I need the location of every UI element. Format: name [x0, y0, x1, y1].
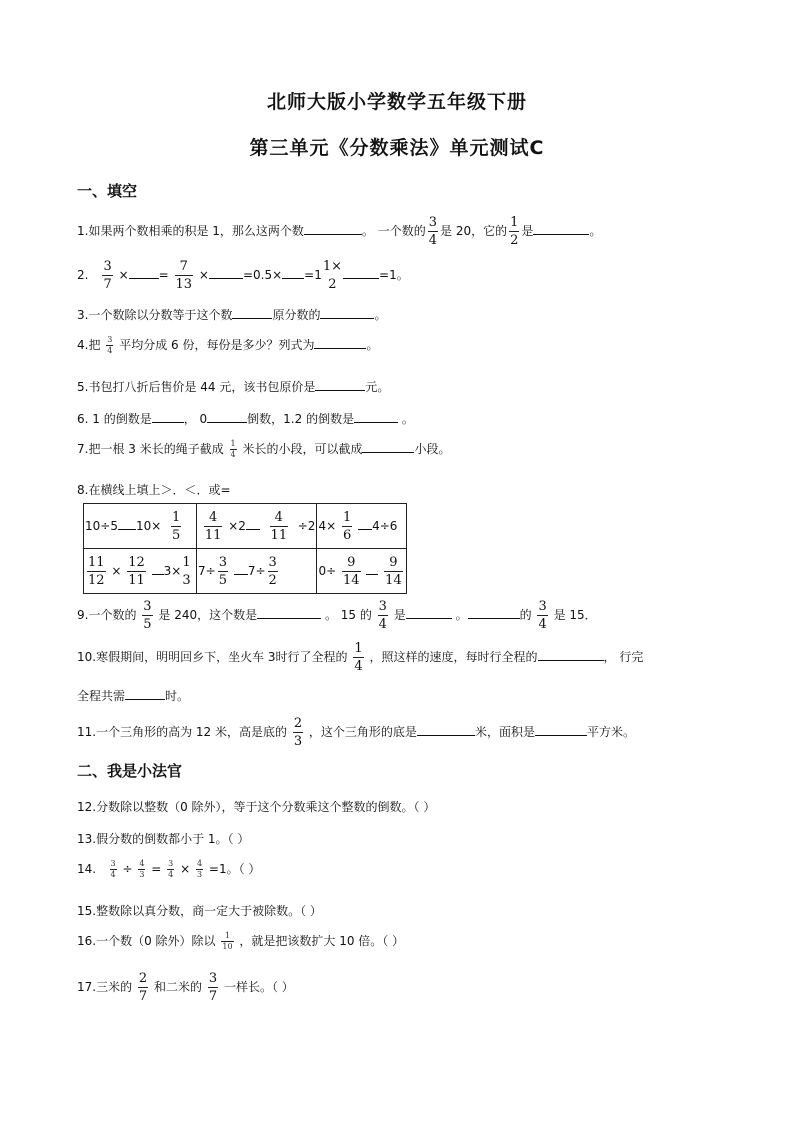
- question-5: 5.书包打八折后售价是 44 元，该书包原价是 元。: [77, 380, 390, 394]
- question-10: 10.寒假期间，明明回乡下，坐火车 3时行了全程的 $\frac{1}{4}$ ，照这样的速度，每时行全程的 ， 行完: [77, 641, 644, 674]
- answer-blank[interactable]: [232, 306, 272, 319]
- fraction: $\frac{1}{6}$: [342, 509, 352, 543]
- fraction: $\frac{9}{14}$: [342, 554, 360, 588]
- question-7: 7.把一根 3 米长的绳子截成 $\frac{1}{4}$ 米长的小段，可以截成 小段。: [77, 439, 451, 459]
- answer-blank[interactable]: [354, 410, 398, 423]
- answer-blank[interactable]: [362, 440, 414, 453]
- question-11: 11.一个三角形的高为 12 米，高是底的 $\frac{2}{3}$ ，这个三角形的底是 米，面积是 平方米。: [77, 716, 635, 749]
- table-cell: 4× $\frac{1}{6}$ 4÷6: [317, 504, 406, 549]
- fraction: $\frac{4}{11}$: [270, 509, 288, 543]
- answer-blank[interactable]: [209, 266, 243, 279]
- fraction: $\frac{3}{4}$: [428, 215, 438, 248]
- fraction: $\frac{3}{4}$: [110, 859, 116, 879]
- fraction: $\frac{2}{7}$: [138, 971, 148, 1004]
- fraction: $\frac{12}{11}$: [128, 554, 145, 588]
- table-cell: $\frac{11}{12}$ × $\frac{12}{11}$ 3× $\frac{1}{3}$: [84, 549, 197, 594]
- fraction: $\frac{1}{4}$: [230, 439, 236, 459]
- question-17: 17.三米的 $\frac{2}{7}$ 和二米的 $\frac{3}{7}$ 一样长。（ ）: [77, 971, 294, 1004]
- page-title: 北师大版小学数学五年级下册: [266, 91, 527, 113]
- fraction: $\frac{4}{11}$: [204, 509, 222, 543]
- answer-blank[interactable]: [343, 266, 379, 279]
- question-9: 9.一个数的 $\frac{3}{5}$ 是 240，这个数是 。 15 的 $\frac{3}{4}$ 是 。 的 $\frac{3}{4}$ 是 15．: [77, 599, 597, 632]
- fraction: $\frac{4}{3}$: [139, 859, 145, 879]
- fraction: $\frac{3}{4}$: [538, 599, 547, 632]
- answer-blank[interactable]: [366, 562, 378, 575]
- fraction: $\frac{1\times}{2}$: [322, 259, 343, 292]
- fraction: $\frac{3}{4}$: [378, 599, 387, 632]
- fraction: $\frac{11}{12}$: [88, 554, 105, 588]
- answer-blank[interactable]: [533, 222, 589, 235]
- fraction: $\frac{7}{13}$: [175, 259, 193, 292]
- answer-blank[interactable]: [118, 517, 136, 530]
- answer-blank[interactable]: [282, 266, 304, 279]
- question-14: 14. $\frac{3}{4}$ ÷ $\frac{4}{3}$ = $\frac{3}{4}$ × $\frac{4}{3}$ =1。（ ）: [77, 859, 261, 879]
- fraction: $\frac{3}{4}$: [168, 859, 174, 879]
- question-1: 1.如果两个数相乘的积是 1，那么这两个数 。 一个数的 $\frac{3}{4}$ 是 20，它的 $\frac{1}{2}$ 是 。: [77, 215, 602, 248]
- answer-blank[interactable]: [152, 562, 164, 575]
- answer-blank[interactable]: [406, 606, 452, 619]
- fraction: $\frac{1}{5}$: [171, 509, 181, 543]
- fraction: $\frac{3}{4}$: [107, 335, 113, 355]
- page-subtitle: 第三单元《分数乘法》单元测试C: [249, 137, 545, 159]
- fraction: $\frac{3}{7}$: [103, 259, 112, 292]
- question-16: 16.一个数（0 除外）除以 $\frac{1}{10}$ ，就是把该数扩大 10 倍。（ ）: [77, 931, 405, 951]
- answer-blank[interactable]: [538, 648, 604, 661]
- answer-blank[interactable]: [207, 410, 247, 423]
- question-4: 4.把 $\frac{3}{4}$ 平均分成 6 份，每份是多少？列式为 。: [77, 335, 379, 355]
- fraction: $\frac{4}{3}$: [196, 859, 203, 879]
- answer-blank[interactable]: [125, 687, 165, 700]
- table-cell: $\frac{4}{11}$ ×2 $\frac{4}{11}$ ÷2: [197, 504, 317, 549]
- answer-blank[interactable]: [304, 222, 362, 235]
- answer-blank[interactable]: [358, 517, 372, 530]
- section-heading-fill: 一、填空: [77, 182, 138, 200]
- table-cell: 0÷ $\frac{9}{14}$ $\frac{9}{14}$: [317, 549, 406, 594]
- table-cell: 7÷ $\frac{3}{5}$ 7÷ $\frac{3}{2}$: [197, 549, 317, 594]
- table-cell: 10÷5 10× $\frac{1}{5}$: [84, 504, 197, 549]
- answer-blank[interactable]: [246, 517, 260, 530]
- answer-blank[interactable]: [315, 378, 365, 391]
- answer-blank[interactable]: [234, 562, 248, 575]
- answer-blank[interactable]: [152, 410, 184, 423]
- fraction: $\frac{1}{4}$: [354, 641, 363, 674]
- question-3: 3.一个数除以分数等于这个数 原分数的 。: [77, 308, 387, 322]
- fraction: $\frac{3}{2}$: [268, 554, 277, 588]
- fraction: $\frac{2}{3}$: [293, 716, 303, 749]
- question-13: 13.假分数的倒数都小于 1。（ ）: [77, 832, 250, 846]
- fraction: $\frac{3}{5}$: [218, 554, 227, 588]
- question-15: 15.整数除以真分数，商一定大于被除数。（ ）: [77, 904, 322, 918]
- answer-blank[interactable]: [535, 723, 587, 736]
- answer-blank[interactable]: [417, 723, 475, 736]
- answer-blank[interactable]: [129, 266, 159, 279]
- answer-blank[interactable]: [320, 306, 374, 319]
- fraction: $\frac{9}{14}$: [385, 554, 402, 588]
- answer-blank[interactable]: [468, 606, 520, 619]
- question-6: 6. 1 的倒数是 ， 0 倒数，1.2 的倒数是 。: [77, 412, 414, 426]
- fraction: $\frac{1}{10}$: [222, 931, 233, 951]
- question-2: 2. $\frac{3}{7}$ × = $\frac{7}{13}$ × =0.5× =1 $\frac{1\times}{2}$ =1。: [77, 259, 409, 292]
- question-8: 8.在横线上填上＞．＜．或=: [77, 483, 231, 497]
- answer-blank[interactable]: [314, 336, 366, 349]
- answer-blank[interactable]: [257, 606, 321, 619]
- fraction: $\frac{3}{7}$: [208, 971, 218, 1004]
- fraction: $\frac{3}{5}$: [143, 599, 152, 632]
- question-10-cont: 全程共需 时。: [77, 689, 190, 703]
- section-heading-judge: 二、我是小法官: [77, 762, 183, 780]
- fraction: $\frac{1}{3}$: [182, 554, 191, 588]
- fraction: $\frac{1}{2}$: [510, 215, 519, 248]
- comparison-table: [83, 503, 407, 594]
- question-12: 12.分数除以整数（0 除外），等于这个分数乘这个整数的倒数。（ ）: [77, 800, 436, 814]
